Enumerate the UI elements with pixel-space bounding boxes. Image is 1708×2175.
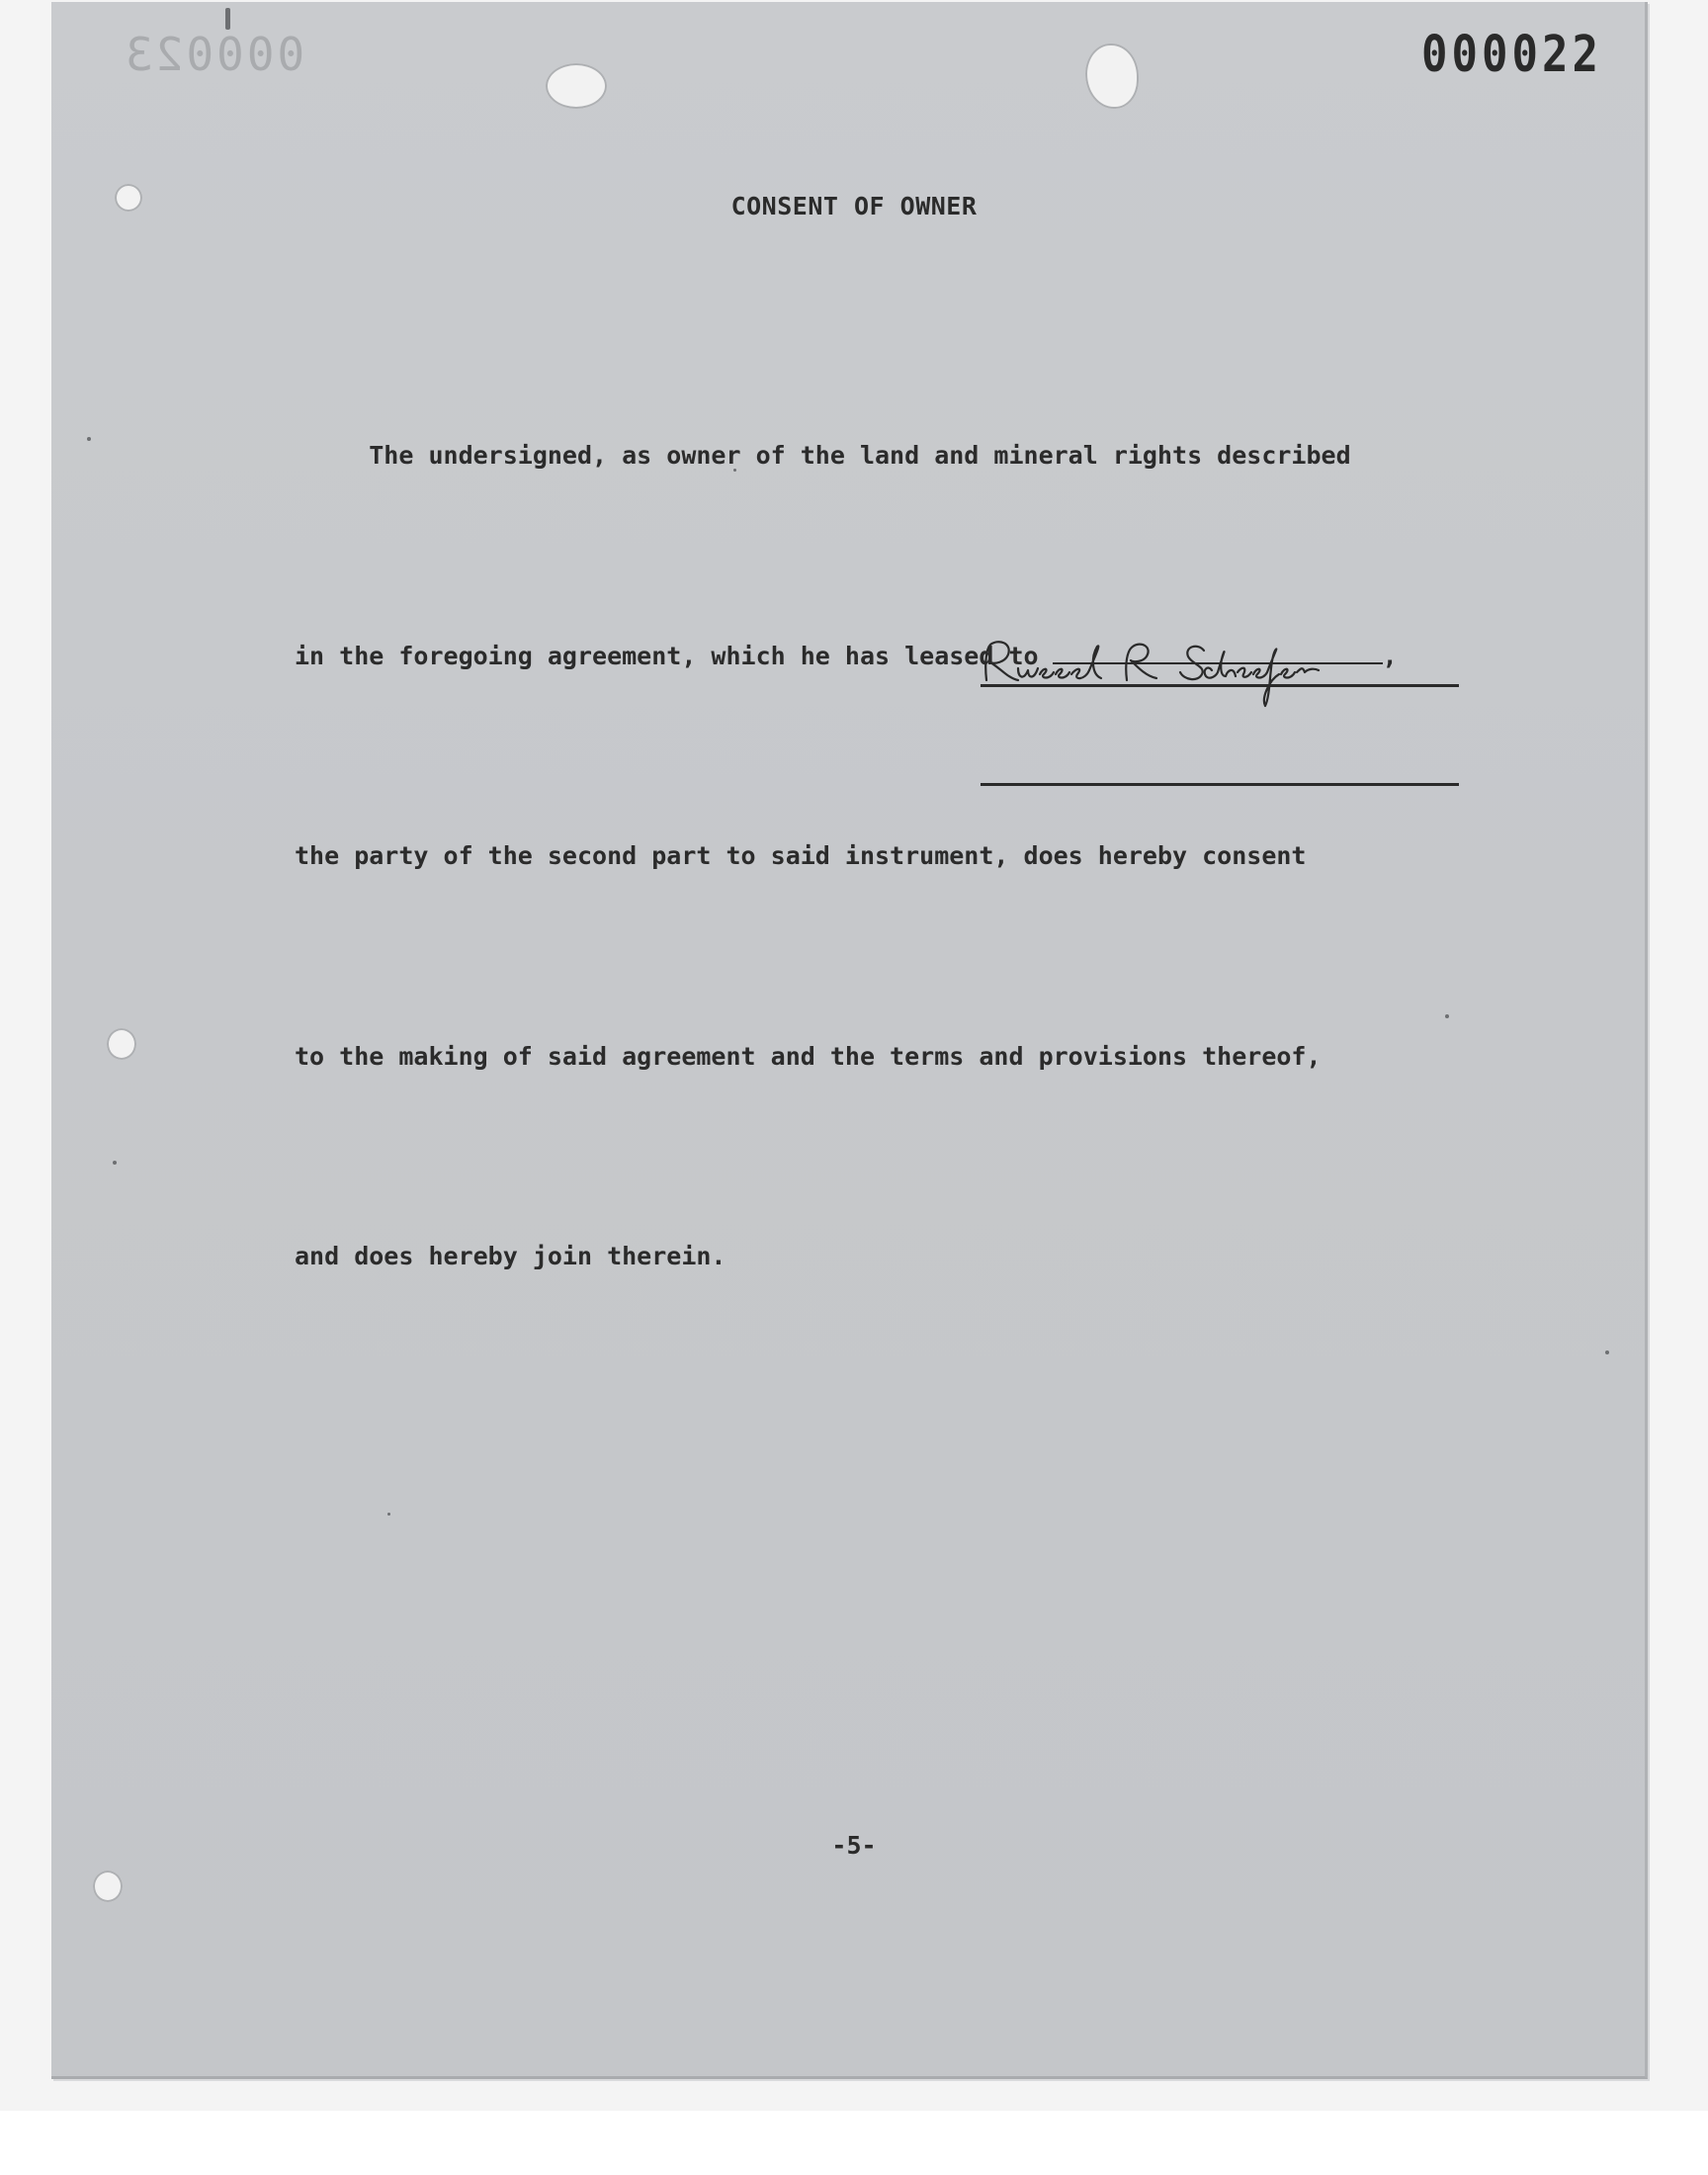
paper-speck xyxy=(387,1513,390,1516)
punch-hole-top-right xyxy=(1085,44,1139,109)
paragraph-line-3: the party of the second part to said instrument, does hereby consent xyxy=(295,841,1307,870)
punch-hole-top-left xyxy=(546,63,607,109)
consent-paragraph xyxy=(295,289,1481,1356)
bates-number: 000022 xyxy=(1421,26,1602,84)
paragraph-line-5: and does hereby join therein. xyxy=(295,1242,726,1270)
paragraph-line-1: The undersigned, as owner of the land and mineral rights described xyxy=(295,441,1351,470)
paper-speck xyxy=(1605,1350,1609,1354)
document-title: CONSENT OF OWNER xyxy=(730,192,978,220)
paper-speck xyxy=(113,1161,117,1165)
owner-signature-line xyxy=(981,684,1459,687)
paper-speck xyxy=(225,8,230,30)
paragraph-line-2-text: in the foregoing agreement, which he has leased to xyxy=(295,641,1039,670)
owner-signature xyxy=(979,633,1354,712)
second-signature-line xyxy=(981,783,1459,786)
punch-hole-side-middle xyxy=(107,1028,136,1060)
page-number: -5- xyxy=(831,1831,877,1860)
blank-comma: , xyxy=(1382,641,1398,670)
punch-hole-side-bottom xyxy=(93,1870,123,1902)
paper-speck xyxy=(87,437,91,441)
paragraph-line-4: to the making of said agreement and the terms and provisions thereof, xyxy=(295,1041,1322,1071)
bleed-through-number: 000023 xyxy=(123,28,305,81)
